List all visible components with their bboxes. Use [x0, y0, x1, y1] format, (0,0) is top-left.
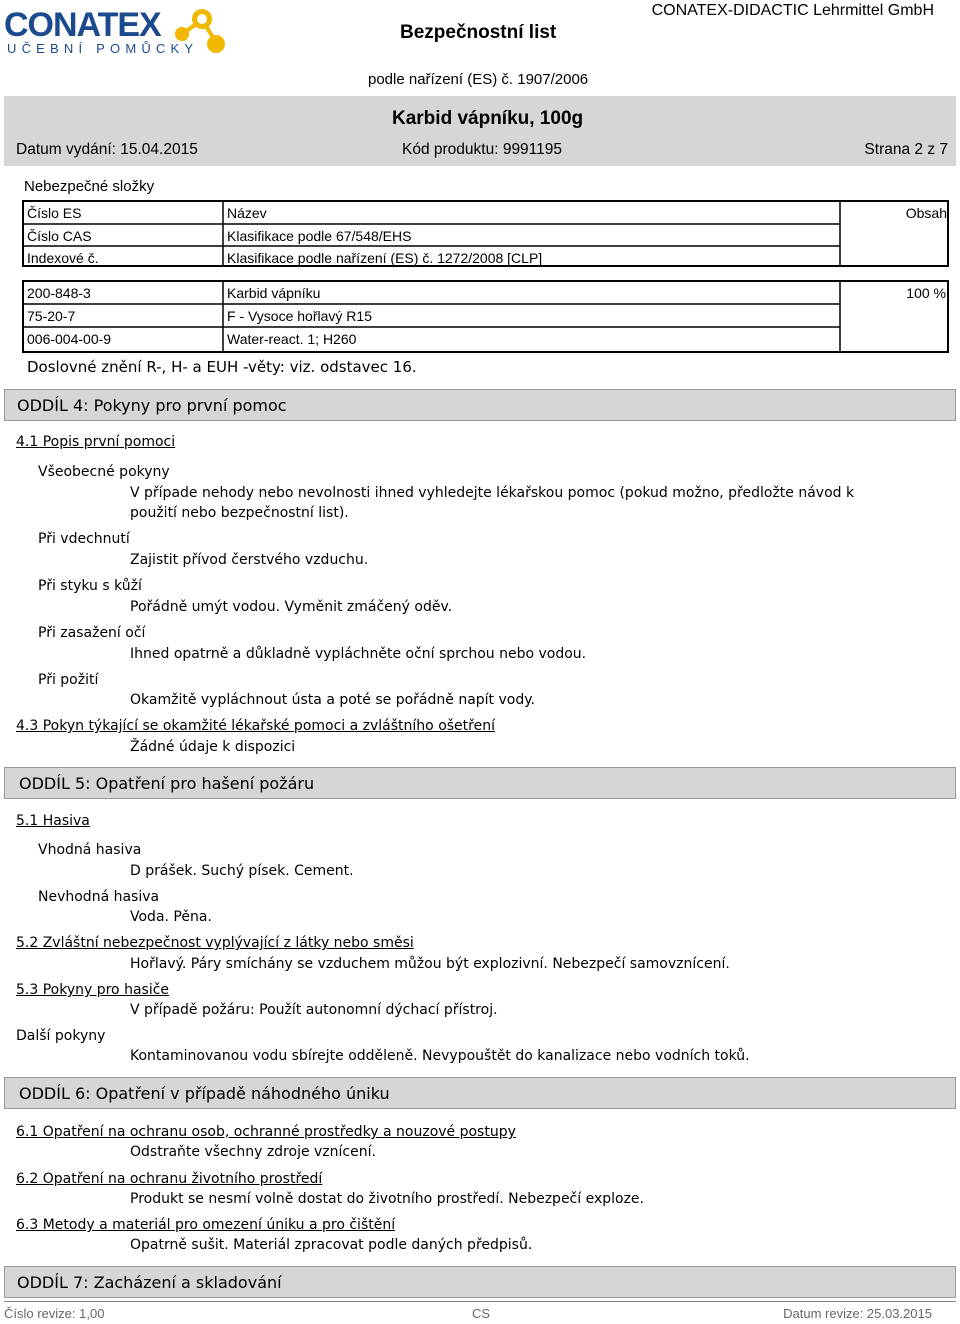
subsection-4-1: 4.1 Popis první pomoci: [16, 434, 176, 450]
row-class-clp: Water-react. 1; H260: [227, 331, 357, 347]
col-header-class-clp: Klasifikace podle nařízení (ES) č. 1272/2008 [CLP]: [227, 250, 543, 266]
section-6-title: ODDÍL 6: Opatření v případě náhodného úniku: [19, 1084, 390, 1103]
unsuitable-media-label: Nevhodná hasiva: [38, 889, 160, 905]
subsection-6-2-text: Produkt se nesmí volně dostat do životního prostředí. Nebezpečí exploze.: [130, 1191, 644, 1207]
footer-divider: [4, 1301, 956, 1302]
ingestion-label: Při požití: [38, 672, 99, 688]
col-header-index: Indexové č.: [27, 250, 99, 266]
components-table-grid: [0, 0, 960, 360]
skin-contact-label: Při styku s kůží: [38, 578, 142, 594]
subsection-4-3: 4.3 Pokyn týkající se okamžité lékařské pomoci a zvláštního ošetření: [16, 718, 495, 734]
col-header-ec: Číslo ES: [27, 205, 82, 221]
general-advice-label: Všeobecné pokyny: [38, 464, 170, 480]
revision-date: Datum revize: 25.03.2015: [783, 1306, 932, 1321]
suitable-media-label: Vhodná hasiva: [38, 842, 142, 858]
ingestion-text: Okamžitě vypláchnout ústa a poté se pořádně napít vody.: [130, 692, 535, 708]
subsection-5-1: 5.1 Hasiva: [16, 813, 90, 829]
eye-contact-text: Ihned opatrně a důkladně vypláchněte oční sprchou nebo vodou.: [130, 646, 587, 662]
subsection-6-2: 6.2 Opatření na ochranu životního prostředí: [16, 1171, 323, 1187]
logo-text: CONATEX: [4, 6, 161, 44]
skin-contact-text: Pořádně umýt vodou. Vyměnit zmáčený oděv.: [130, 599, 453, 615]
subsection-6-3: 6.3 Metody a materiál pro omezení úniku a pro čištění: [16, 1217, 396, 1233]
general-advice-text-1: V případe nehody nebo nevolnosti ihned vyhledejte lékařskou pomoc (pokud možno, předložte návod k: [130, 485, 855, 501]
inhalation-text: Zajistit přívod čerstvého vzduchu.: [130, 552, 369, 568]
row-ec-number: 200-848-3: [27, 285, 91, 301]
subsection-6-1: 6.1 Opatření na ochranu osob, ochranné prostředky a nouzové postupy: [16, 1124, 516, 1140]
subsection-4-3-text: Žádné údaje k dispozici: [130, 739, 296, 755]
general-advice-text-2: použití nebo bezpečnostní list).: [130, 505, 349, 521]
revision-number: Číslo revize: 1,00: [4, 1306, 105, 1321]
r-h-phrases-note: Doslovné znění R-, H- a EUH -věty: viz. odstavec 16.: [27, 358, 417, 376]
col-header-content: Obsah: [905, 205, 947, 221]
subsection-6-1-text: Odstraňte všechny zdroje vznícení.: [130, 1144, 376, 1160]
suitable-media-text: D prášek. Suchý písek. Cement.: [130, 863, 354, 879]
col-header-cas: Číslo CAS: [27, 228, 92, 244]
subsection-5-2: 5.2 Zvláštní nebezpečnost vyplývající z látky nebo směsi: [16, 935, 414, 951]
subsection-5-3-text: V případě požáru: Použít autonomní dýchací přístroj.: [130, 1002, 498, 1018]
further-info-label: Další pokyny: [16, 1028, 106, 1044]
inhalation-label: Při vdechnutí: [38, 531, 130, 547]
issue-date: Datum vydání: 15.04.2015: [16, 141, 198, 158]
regulation-reference: podle nařízení (ES) č. 1907/2006: [368, 71, 589, 88]
subsection-5-3: 5.3 Pokyny pro hasiče: [16, 982, 170, 998]
further-info-text: Kontaminovanou vodu sbírejte odděleně. Nevypouštět do kanalizace nebo vodních toků.: [130, 1048, 750, 1064]
row-content: 100 %: [906, 285, 946, 301]
section-5-title: ODDÍL 5: Opatření pro hašení požáru: [19, 774, 315, 793]
product-name: Karbid vápníku, 100g: [392, 108, 584, 129]
subsection-5-2-text: Hořlavý. Páry smíchány se vzduchem můžou být explozivní. Nebezpečí samovznícení.: [130, 956, 730, 972]
subsection-6-3-text: Opatrně sušit. Materiál zpracovat podle daných předpisů.: [130, 1237, 533, 1253]
row-class-67: F - Vysoce hořlavý R15: [227, 308, 372, 324]
company-name: CONATEX-DIDACTIC Lehrmittel GmbH: [651, 2, 934, 19]
product-code: Kód produktu: 9991195: [402, 141, 563, 158]
eye-contact-label: Při zasažení očí: [38, 625, 146, 641]
row-index-number: 006-004-00-9: [27, 331, 112, 347]
language-code: CS: [472, 1306, 491, 1321]
row-substance-name: Karbid vápníku: [227, 285, 321, 301]
col-header-class-67: Klasifikace podle 67/548/EHS: [227, 228, 412, 244]
col-header-name: Název: [227, 205, 267, 221]
section-7-title: ODDÍL 7: Zacházení a skladování: [17, 1273, 282, 1292]
document-title: Bezpečnostní list: [400, 22, 557, 43]
components-heading: Nebezpečné složky: [24, 178, 155, 195]
logo-subtitle: UČEBNÍ POMŮCKY: [7, 41, 199, 56]
section-4-title: ODDÍL 4: Pokyny pro první pomoc: [17, 396, 287, 415]
page-number: Strana 2 z 7: [864, 141, 948, 158]
unsuitable-media-text: Voda. Pěna.: [130, 909, 212, 925]
row-cas-number: 75-20-7: [27, 308, 76, 324]
